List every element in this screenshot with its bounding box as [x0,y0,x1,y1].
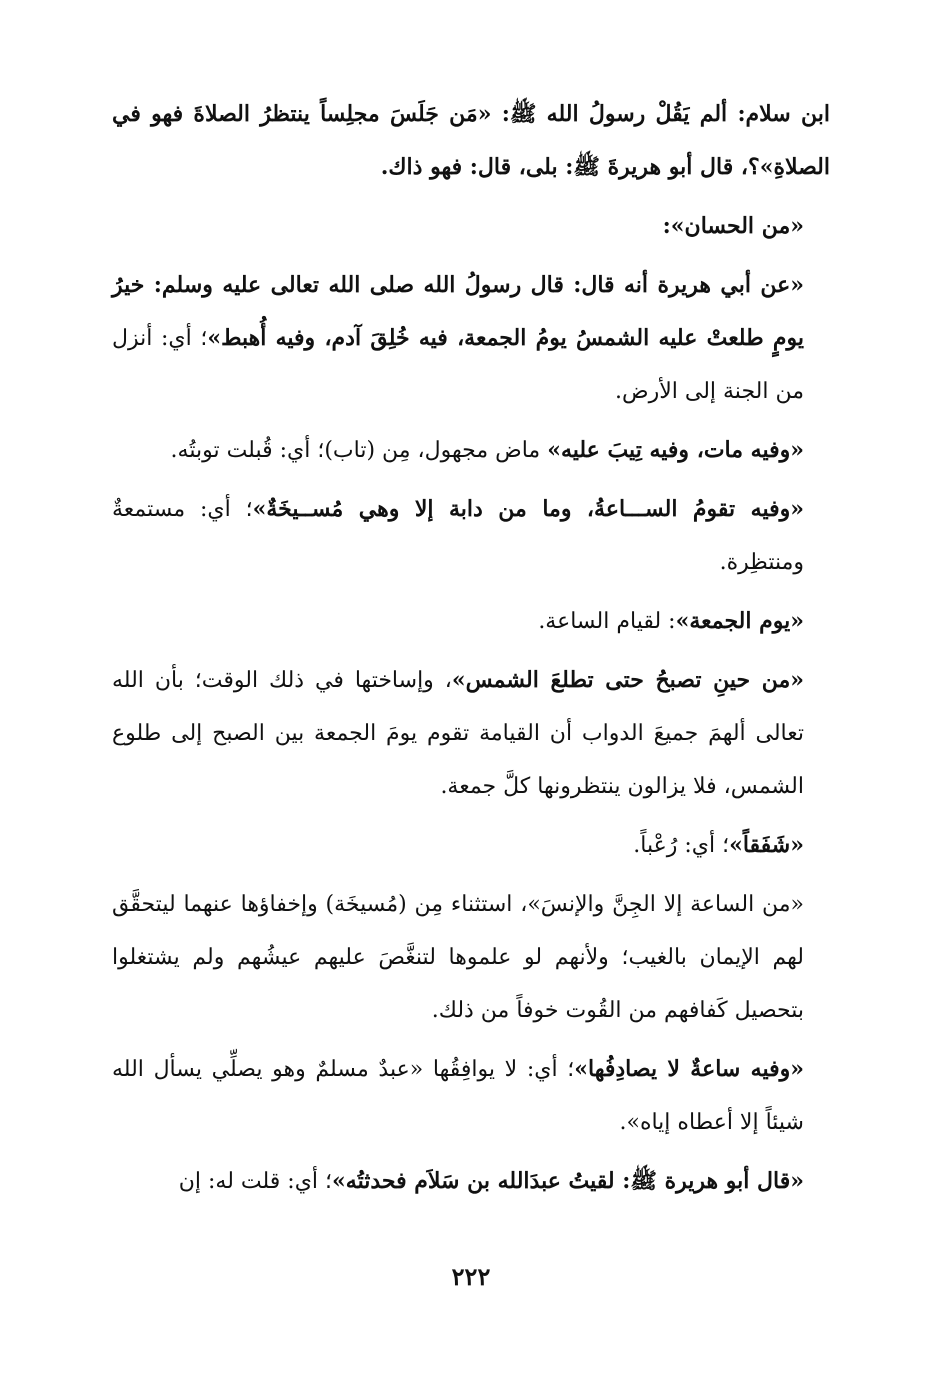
paragraph-10-text: ؛ أي: لا يوافِقُها «عبدٌ مسلمٌ وهو يصلِّي يسأل الله شيئاً إلا أعطاه إياه». [112,1057,804,1135]
paragraph-9-text: «من الساعة إلا الجِنَّ والإنسَ»، استثناء مِن (مُسيخَة) وإخفاؤها عنهما ليتحقَّق لهم الإيمان بالغيب؛ ولأنهم لو علموها لتنغَّصَ عليهم عيشُهم ولم يشتغلوا بتحصيل كَفافهم من القُوت خوفاً من ذلك. [112,892,804,1023]
paragraph-10-bold: «وفيه ساعةٌ لا يصادِفُها» [574,1056,804,1082]
paragraph-6-text: : لقيام الساعة. [538,609,676,634]
paragraph-7-bold: «من حينِ تصبحُ حتى تطلعَ الشمس» [451,667,804,693]
page-body [112,88,830,1208]
paragraph-8-text: ؛ أي: رُعْباً. [633,833,730,858]
paragraph-11 [112,1155,830,1208]
paragraph-8 [112,819,830,872]
paragraph-2 [112,200,830,253]
paragraph-4 [112,424,830,477]
paragraph-11-text: ؛ أي: قلت له: إن [178,1169,333,1194]
paragraph-4-text: ماض مجهول، مِن (تاب)؛ أي: قُبلت توبتُه. [170,438,548,463]
paragraph-8-bold: «شَفَقاً» [729,832,804,858]
paragraph-1-bold: ابن سلام: ألم يَقُلْ رسولُ الله ﷺ: «مَن جَلَسَ مجلِساً ينتظرُ الصلاةَ فهو في الصلاةِ»؟، قال أبو هريرةَ ﷺ: بلى، قال: فهو ذاك. [112,101,830,180]
paragraph-6-bold: «يوم الجمعة» [675,608,804,634]
paragraph-9 [112,878,830,1037]
paragraph-5 [112,483,830,589]
paragraph-3-bold: «عن أبي هريرة أنه قال: قال رسولُ الله صلى الله تعالى عليه وسلم: خيرُ يومٍ طلعتْ عليه الشمسُ يومُ الجمعة، فيه خُلِقَ آدم، وفيه أُهبط» [112,272,804,351]
paragraph-11-bold: «قال أبو هريرة ﷺ: لقيتُ عبدَالله بن سَلاَم فحدثتُه» [332,1168,804,1194]
paragraph-7 [112,654,830,813]
paragraph-4-bold: «وفيه مات، وفيه تِيبَ عليه» [547,437,804,463]
paragraph-3-text: ؛ أي: أنزل من الجنة إلى الأرض. [112,326,804,404]
paragraph-5-text: ؛ أي: مستمعةٌ ومنتظِرة. [112,497,804,575]
paragraph-5-bold: «وفيه تقومُ الســـاعةُ، وما من دابة إلا وهي مُســيخَةٌ» [252,496,804,522]
paragraph-10 [112,1043,830,1149]
paragraph-7-text: ، وإساختها في ذلك الوقت؛ بأن الله تعالى ألهمَ جميعَ الدواب أن القيامة تقوم يومَ الجمعة بين الصبح إلى طلوع الشمس، فلا يزالون ينتظرونها كلَّ جمعة. [112,668,804,799]
paragraph-3 [112,259,830,418]
paragraph-1 [112,88,830,194]
paragraph-2-bold: «من الحسان»: [662,213,804,239]
page-number: ٢٢٢ [451,1262,491,1291]
paragraph-6 [112,595,830,648]
